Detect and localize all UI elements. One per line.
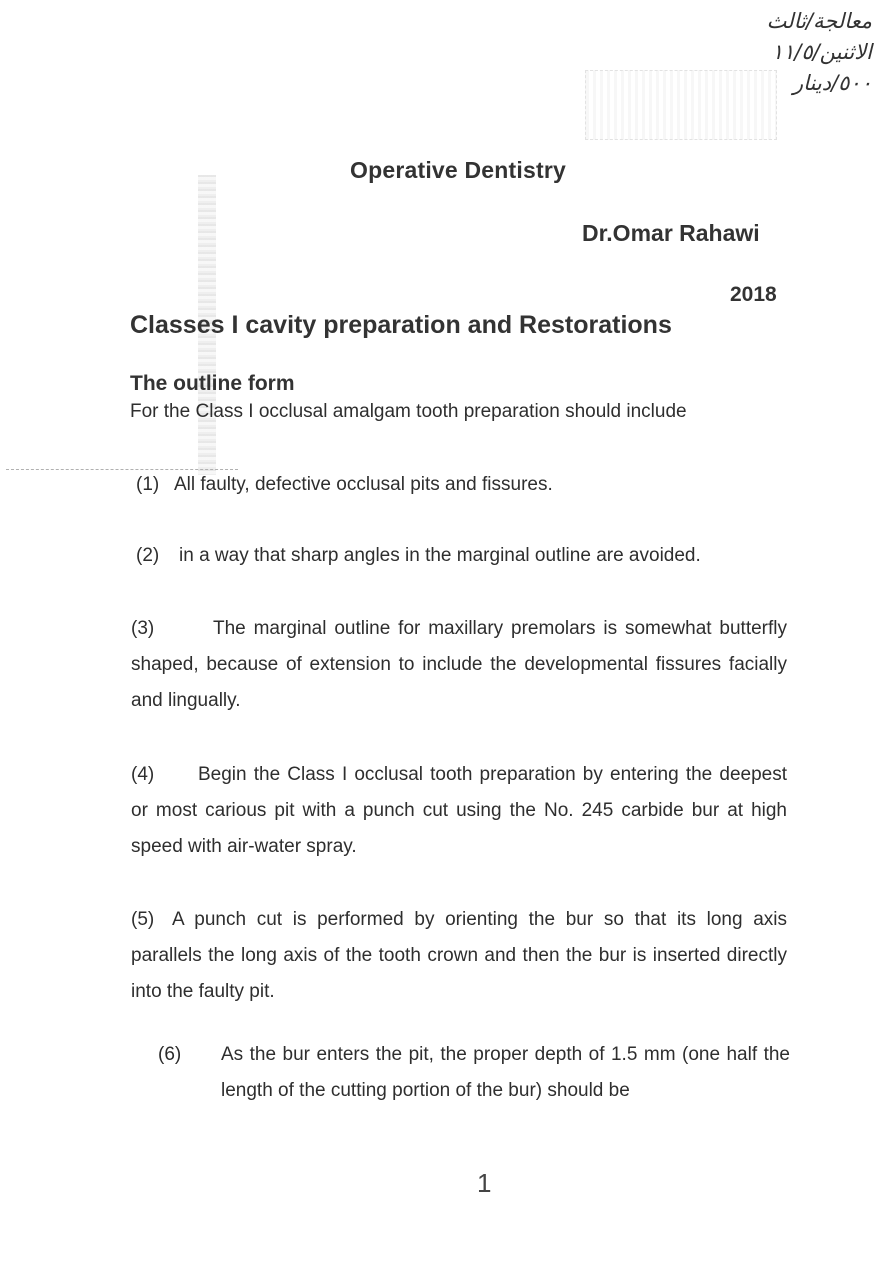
item-text: As the bur enters the pit, the proper depth of 1.5 mm (one half the length of the cutting portion of the bur) should be [221, 1044, 790, 1101]
item-number: (3) [131, 618, 155, 639]
lecture-title: Classes I cavity preparation and Restorations [130, 311, 672, 339]
list-item [136, 538, 701, 574]
item-number: (1) [136, 474, 160, 495]
section-heading: The outline form [130, 372, 295, 395]
item-text: All faulty, defective occlusal pits and fissures. [174, 474, 553, 495]
item-number: (5) [131, 909, 155, 930]
item-number: (2) [136, 545, 160, 566]
list-item [131, 902, 787, 1010]
author-name: Dr.Omar Rahawi [582, 220, 760, 246]
item-text: Begin the Class I occlusal tooth preparation by entering the deepest or most carious pit with a punch cut using the No. 245 carbide bur at high speed with air-water spray. [131, 764, 787, 857]
item-number: (6) [158, 1044, 182, 1065]
handwritten-annotation [692, 6, 872, 99]
course-title: Operative Dentistry [350, 157, 566, 183]
section-intro: For the Class I occlusal amalgam tooth preparation should include [130, 401, 687, 422]
item-text: A punch cut is performed by orienting the bur so that its long axis parallels the long axis of the tooth crown and then the bur is inserted directly into the faulty pit. [131, 909, 787, 1002]
item-number: (4) [131, 764, 155, 785]
handwritten-line: ٥٠٠/دينار [793, 71, 872, 95]
list-item [131, 611, 787, 719]
list-item [131, 757, 787, 865]
list-item [136, 467, 553, 503]
handwritten-line: معالجة/ثالث [766, 9, 872, 33]
page-number: 1 [477, 1168, 492, 1198]
year-label: 2018 [730, 283, 777, 306]
item-text: in a way that sharp angles in the marginal outline are avoided. [179, 545, 701, 566]
item-text: The marginal outline for maxillary premolars is somewhat butterfly shaped, because of extension to include the developmental fissures facially and lingually. [131, 618, 787, 711]
handwritten-line: الاثنين/١١/٥ [771, 40, 872, 64]
